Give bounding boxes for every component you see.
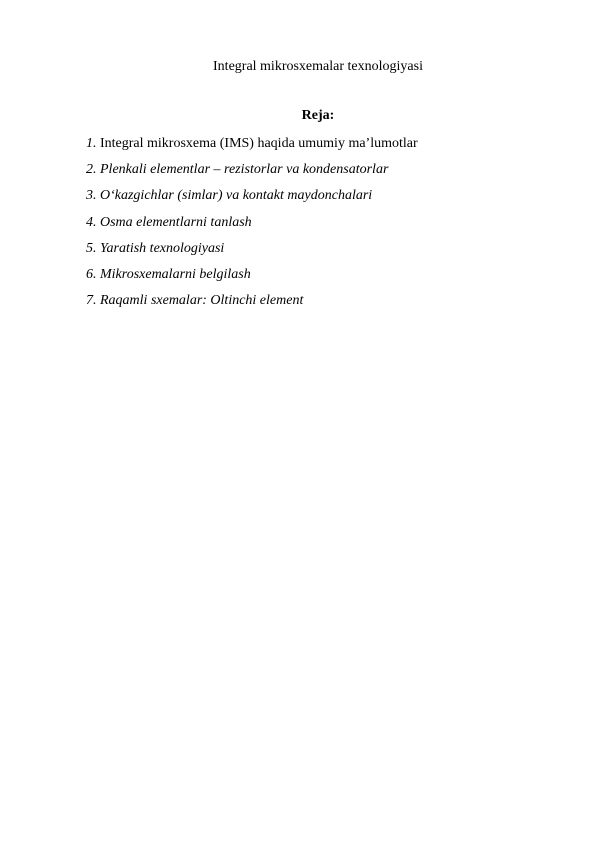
plan-item-1	[86, 135, 418, 153]
plan-list	[86, 135, 418, 318]
plan-item-number: 2.	[86, 162, 97, 178]
plan-item-number: 6.	[86, 266, 97, 282]
plan-item-number: 5.	[86, 240, 97, 256]
plan-item-text: Integral mikrosxema (IMS) haqida umumiy ma’lumotlar	[100, 136, 418, 151]
plan-item-4	[86, 214, 418, 232]
plan-item-text: Osma elementlarni tanlash	[100, 214, 252, 230]
document-title: Integral mikrosxemalar texnologiyasi	[213, 59, 423, 74]
plan-item-number: 1.	[86, 136, 97, 151]
plan-item-5	[86, 240, 418, 258]
plan-item-3	[86, 187, 418, 205]
plan-item-number: 3.	[86, 188, 97, 204]
plan-item-text: Raqamli sxemalar: Oltinchi element	[100, 293, 304, 309]
plan-item-number: 7.	[86, 293, 97, 309]
plan-item-text: Mikrosxemalarni belgilash	[100, 266, 251, 282]
plan-item-2	[86, 161, 418, 179]
plan-heading: Reja:	[301, 108, 335, 123]
plan-item-number: 4.	[86, 214, 97, 230]
plan-item-text: Yaratish texnologiyasi	[100, 240, 225, 256]
plan-item-text: Plenkali elementlar – rezistorlar va kondensatorlar	[100, 162, 389, 178]
plan-item-6	[86, 266, 418, 284]
plan-item-7	[86, 292, 418, 310]
plan-item-text: O‘kazgichlar (simlar) va kontakt maydonchalari	[100, 188, 373, 204]
